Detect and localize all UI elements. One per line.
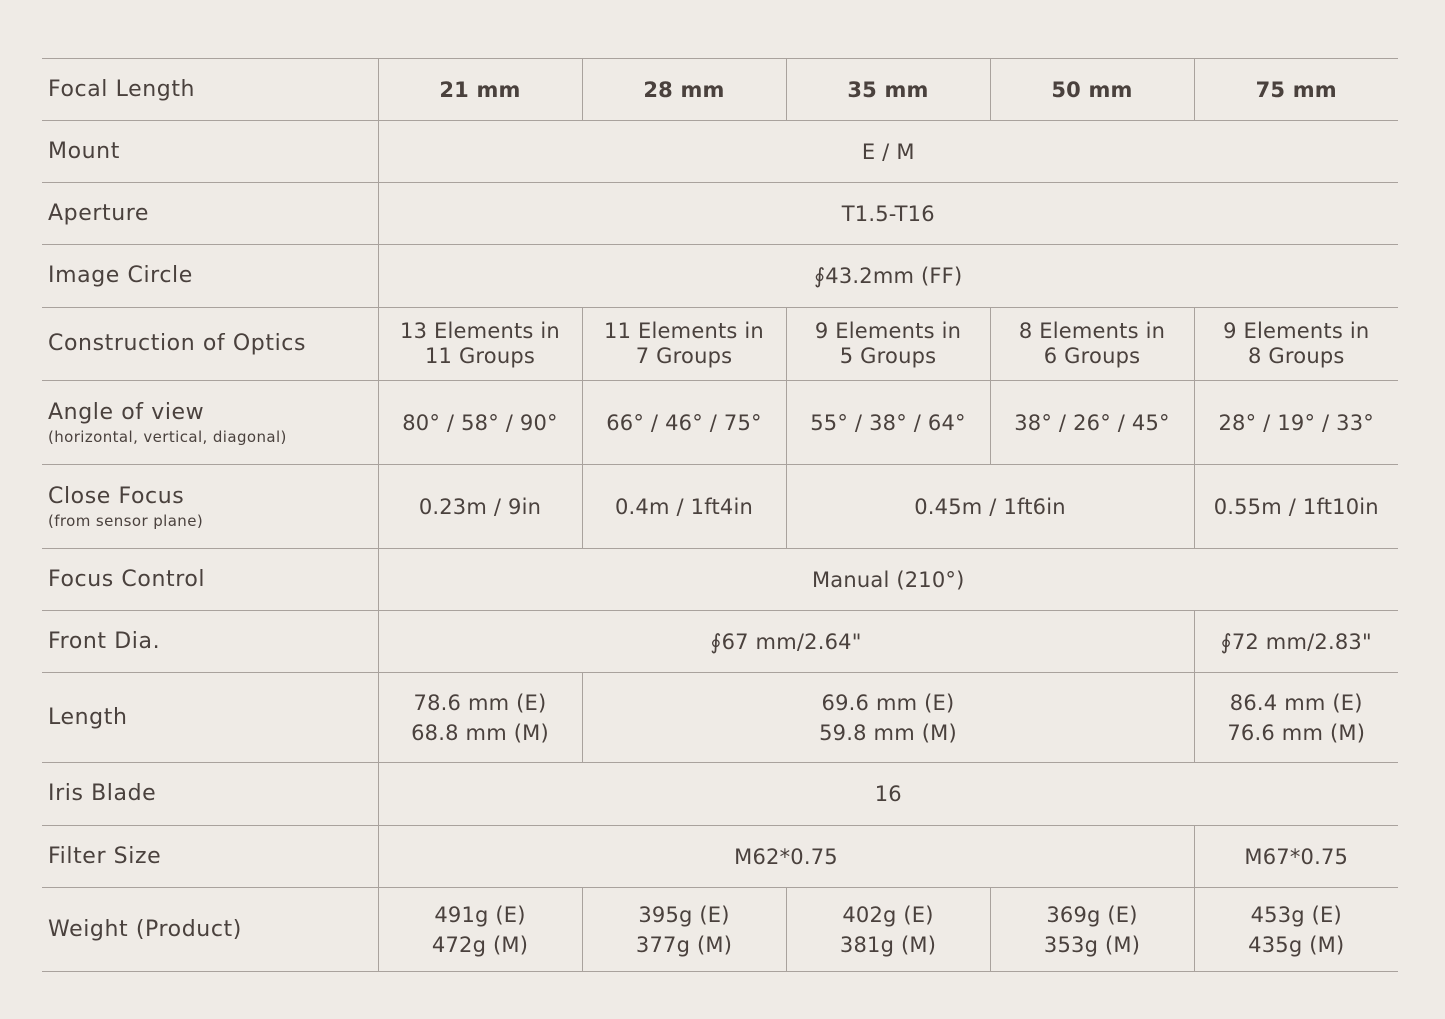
angle-35: 55° / 38° / 64° (786, 381, 990, 465)
row-label-sub: (horizontal, vertical, diagonal) (48, 427, 287, 446)
focal-length-28: 28 mm (582, 59, 786, 121)
row-label: Aperture (42, 183, 378, 245)
weight-50 (990, 888, 1194, 972)
weight-e: 491g (E) (434, 902, 526, 927)
length-e: 86.4 mm (E) (1229, 690, 1363, 715)
construction-75 (1194, 308, 1398, 381)
iris-blade-value: 16 (378, 763, 1398, 826)
angle-21: 80° / 58° / 90° (378, 381, 582, 465)
weight-35 (786, 888, 990, 972)
weight-e: 402g (E) (842, 902, 934, 927)
aperture-value: T1.5-T16 (378, 183, 1398, 245)
weight-e: 453g (E) (1250, 902, 1342, 927)
front-dia-75: ∮72 mm/2.83" (1194, 611, 1398, 673)
length-m: 76.6 mm (M) (1227, 720, 1366, 745)
weight-m: 472g (M) (431, 932, 529, 957)
length-28-50 (582, 673, 1194, 763)
row-aperture (42, 183, 1398, 245)
focus-control-value: Manual (210°) (378, 549, 1398, 611)
length-m: 68.8 mm (M) (411, 720, 549, 745)
length-e: 78.6 mm (E) (413, 690, 547, 715)
construction-35 (786, 308, 990, 381)
row-label: Filter Size (42, 826, 378, 888)
row-focal-length (42, 59, 1398, 121)
row-label (42, 465, 378, 549)
weight-m: 353g (M) (1043, 932, 1141, 957)
row-label: Construction of Optics (42, 308, 378, 381)
weight-28 (582, 888, 786, 972)
row-label-sub: (from sensor plane) (48, 511, 204, 530)
mount-value: E / M (378, 121, 1398, 183)
construction-line: 7 Groups (635, 344, 733, 368)
construction-line: 8 Elements in (1018, 319, 1166, 343)
row-label-main: Close Focus (48, 483, 185, 509)
weight-m: 377g (M) (635, 932, 733, 957)
construction-50 (990, 308, 1194, 381)
row-label-main: Angle of view (48, 399, 205, 425)
construction-line: 8 Groups (1247, 344, 1345, 368)
row-front-dia (42, 611, 1398, 673)
weight-75 (1194, 888, 1398, 972)
length-e: 69.6 mm (E) (821, 690, 955, 715)
row-close-focus (42, 465, 1398, 549)
focal-length-50: 50 mm (990, 59, 1194, 121)
angle-50: 38° / 26° / 45° (990, 381, 1194, 465)
close-focus-35-50: 0.45m / 1ft6in (786, 465, 1194, 549)
construction-line: 11 Groups (424, 344, 536, 368)
row-image-circle (42, 245, 1398, 308)
length-75 (1194, 673, 1398, 763)
lens-spec-table (42, 58, 1398, 972)
row-label: Focus Control (42, 549, 378, 611)
focal-length-35: 35 mm (786, 59, 990, 121)
close-focus-28: 0.4m / 1ft4in (582, 465, 786, 549)
row-weight (42, 888, 1398, 972)
close-focus-75: 0.55m / 1ft10in (1194, 465, 1398, 549)
angle-75: 28° / 19° / 33° (1194, 381, 1398, 465)
filter-size-21-50: M62*0.75 (378, 826, 1194, 888)
close-focus-21: 0.23m / 9in (378, 465, 582, 549)
focal-length-75: 75 mm (1194, 59, 1398, 121)
row-length (42, 673, 1398, 763)
focal-length-21: 21 mm (378, 59, 582, 121)
weight-e: 369g (E) (1046, 902, 1138, 927)
row-label: Length (42, 673, 378, 763)
front-dia-21-50: ∮67 mm/2.64" (378, 611, 1194, 673)
row-iris-blade (42, 763, 1398, 826)
construction-line: 11 Elements in (604, 319, 764, 343)
weight-m: 435g (M) (1248, 932, 1345, 957)
length-m: 59.8 mm (M) (819, 720, 957, 745)
row-label: Mount (42, 121, 378, 183)
length-21 (378, 673, 582, 763)
filter-size-75: M67*0.75 (1194, 826, 1398, 888)
row-focus-control (42, 549, 1398, 611)
row-label: Weight (Product) (42, 888, 378, 972)
row-label: Iris Blade (42, 763, 378, 826)
row-label: Image Circle (42, 245, 378, 308)
row-label: Front Dia. (42, 611, 378, 673)
construction-28 (582, 308, 786, 381)
construction-line: 13 Elements in (400, 319, 560, 343)
weight-e: 395g (E) (638, 902, 730, 927)
image-circle-value: ∮43.2mm (FF) (378, 245, 1398, 308)
construction-line: 9 Elements in (1223, 319, 1370, 343)
construction-21 (378, 308, 582, 381)
construction-line: 5 Groups (839, 344, 937, 368)
weight-21 (378, 888, 582, 972)
row-label: Focal Length (42, 59, 378, 121)
angle-28: 66° / 46° / 75° (582, 381, 786, 465)
row-angle-of-view (42, 381, 1398, 465)
row-construction (42, 308, 1398, 381)
construction-line: 9 Elements in (814, 319, 962, 343)
row-mount (42, 121, 1398, 183)
row-filter-size (42, 826, 1398, 888)
construction-line: 6 Groups (1043, 344, 1141, 368)
row-label (42, 381, 378, 465)
weight-m: 381g (M) (839, 932, 937, 957)
